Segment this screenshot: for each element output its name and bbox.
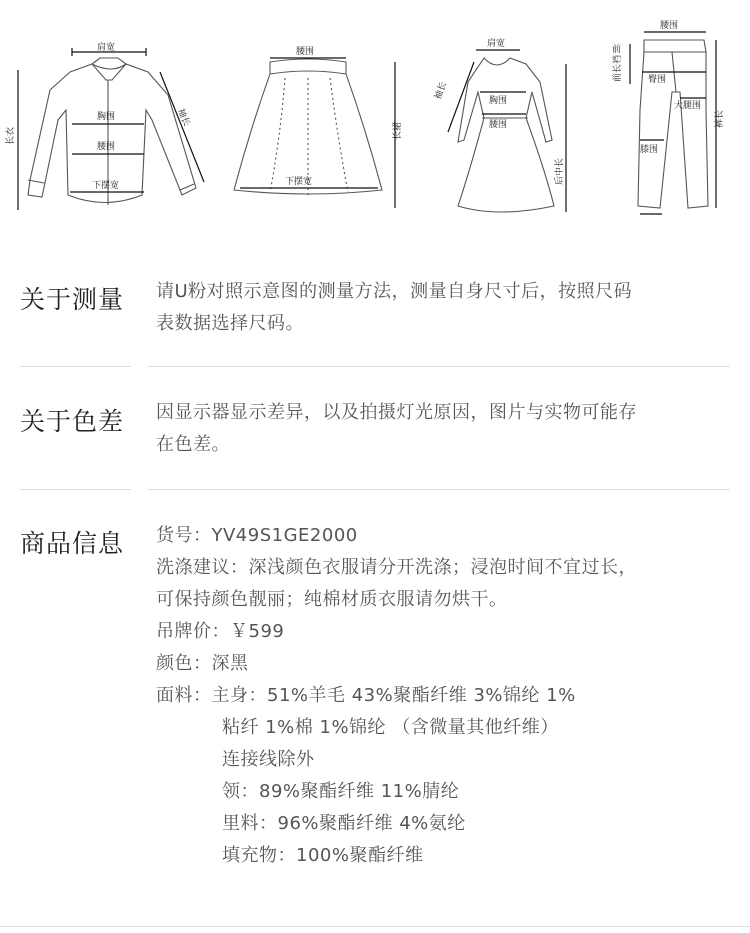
tag-price: 吊牌价：￥599	[156, 621, 285, 642]
shirt-sleeve-label: 袖长	[175, 107, 192, 128]
bottom-divider	[0, 926, 750, 927]
fabric-line-1: 面料：主身：51%羊毛 43%聚酯纤维 3%锦纶 1%	[156, 685, 576, 706]
fabric-line-3: 连接线除外	[222, 749, 315, 770]
divider-title-2	[20, 489, 131, 490]
fabric-line-5: 里料：96%聚酯纤维 4%氨纶	[222, 813, 466, 834]
measure-line-1: 请U粉对照示意图的测量方法，测量自身尺寸后，按照尺码	[156, 281, 633, 302]
shirt-length-label: 长衣	[6, 126, 16, 145]
divider-text-1	[148, 366, 730, 367]
measurement-diagrams	[0, 0, 750, 240]
item-number: 货号：YV49S1GE2000	[156, 525, 358, 546]
info-text	[156, 520, 736, 872]
measure-line-2: 表数据选择尺码。	[156, 313, 304, 334]
pants-hip-label: 臀围	[648, 75, 667, 85]
dress-sleeve-label: 袖长	[433, 80, 449, 102]
divider-text-2	[148, 489, 730, 490]
pants-knee-label: 膝围	[640, 145, 659, 155]
shirt-chest-label: 胸围	[97, 112, 116, 122]
fabric-line-2: 粘纤 1%棉 1%锦纶 （含微量其他纤维）	[222, 717, 559, 738]
skirt-length-label: 长裙	[393, 121, 403, 140]
color-title: 关于色差	[20, 407, 125, 436]
wash-line-2: 可保持颜色靓丽；纯棉材质衣服请勿烘干。	[156, 589, 508, 610]
pants-thigh-label: 大腿围	[674, 101, 702, 111]
pants-length-label: 裤长	[715, 109, 725, 128]
dress-chest-label: 胸围	[489, 96, 508, 106]
dress-length-label: 后中长	[555, 157, 565, 185]
info-title: 商品信息	[20, 529, 125, 558]
skirt-hem-label: 下摆宽	[285, 177, 313, 187]
shirt-diagram	[4, 41, 204, 210]
fabric-line-6: 填充物：100%聚酯纤维	[222, 845, 424, 866]
pants-rise-label-a: 前	[612, 45, 622, 55]
skirt-waist-label: 腰围	[296, 47, 315, 57]
wash-line-1: 洗涤建议：深浅颜色衣服请分开洗涤；浸泡时间不宜过长，	[156, 557, 637, 578]
dress-waist-label: 腰围	[489, 120, 508, 130]
pants-diagram	[611, 20, 725, 214]
fabric-line-4: 领：89%聚酯纤维 11%腈纶	[222, 781, 460, 802]
measure-text	[156, 276, 736, 340]
shirt-hem-label: 下摆宽	[92, 181, 120, 191]
shirt-waist-label: 腰围	[97, 142, 116, 152]
shirt-shoulder-label: 肩宽	[97, 43, 116, 53]
measure-title: 关于测量	[20, 285, 125, 314]
skirt-diagram	[234, 46, 403, 208]
pants-waist-label: 腰围	[660, 21, 679, 31]
dress-diagram	[432, 37, 566, 212]
dress-shoulder-label: 肩宽	[487, 39, 506, 49]
divider-title-1	[20, 366, 131, 367]
color-text	[156, 397, 736, 461]
color-line-2: 在色差。	[156, 434, 230, 455]
pants-front-rise-label: 前长裆	[613, 54, 623, 82]
color-value: 颜色：深黑	[156, 653, 249, 674]
color-line-1: 因显示器显示差异，以及拍摄灯光原因，图片与实物可能存	[156, 402, 637, 423]
